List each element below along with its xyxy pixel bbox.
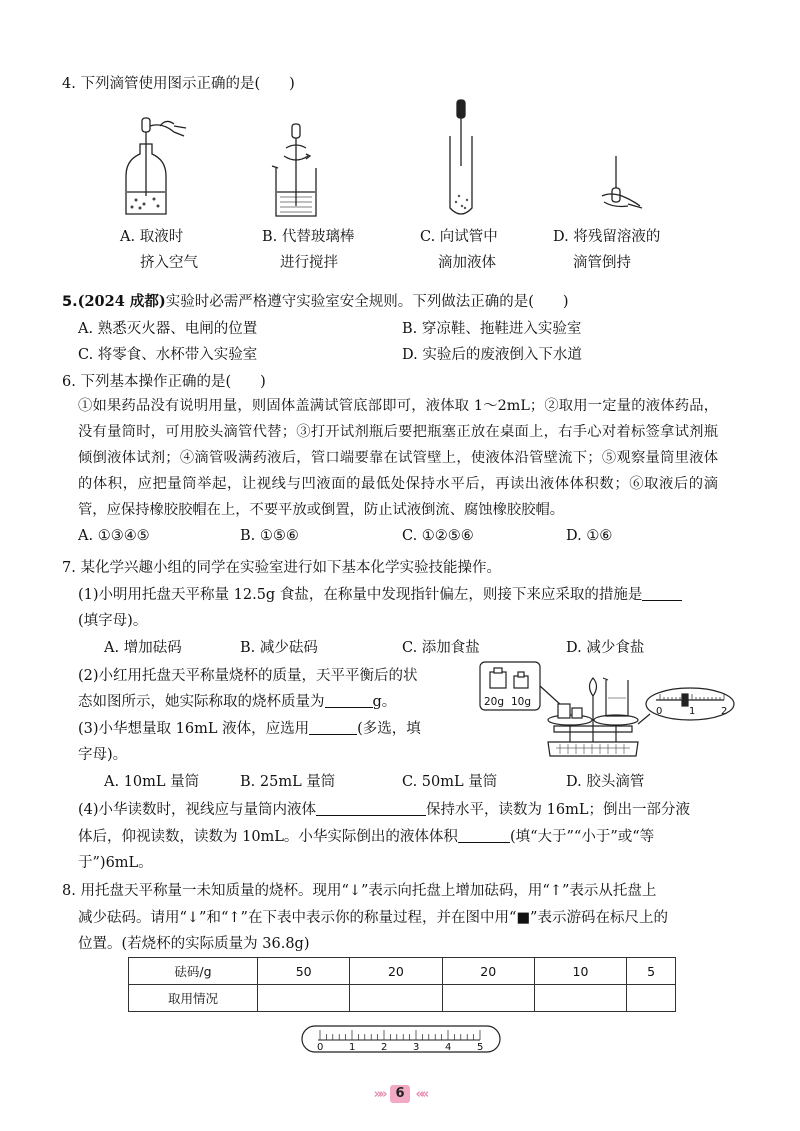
- q7-part4-line3: 于”)6mL。: [78, 855, 153, 871]
- ruler-label: 5: [477, 1042, 484, 1053]
- ruler-label: 2: [381, 1042, 388, 1053]
- q7-scale-label-0: 0: [656, 706, 663, 717]
- q7-part3-line1: (3)小华想量取 16mL 液体，应选用 (多选，填: [78, 721, 421, 737]
- ruler-label: 1: [349, 1042, 356, 1053]
- ruler-label: 4: [445, 1042, 452, 1053]
- q6-option-d: D. ①⑥: [566, 528, 613, 544]
- q8-line1: 8. 用托盘天平称量一未知质量的烧杯。现用“↓”表示向托盘上增加砝码，用“↑”表示从托盘上: [62, 883, 657, 899]
- q8-weight-cell-20b: 20: [442, 958, 534, 985]
- ruler-label: 0: [317, 1042, 324, 1053]
- q5-option-a: A. 熟悉灭火器、电闸的位置: [78, 321, 258, 337]
- q7-part1-option-b: B. 减少砝码: [240, 640, 318, 656]
- q4-figure-c: [450, 100, 472, 214]
- q7-part1-option-c: C. 添加食盐: [402, 640, 480, 656]
- q8-usage-cell[interactable]: [258, 985, 350, 1012]
- q7-part1-option-d: D. 减少食盐: [566, 640, 645, 656]
- q7-part3-line2: 字母)。: [78, 747, 128, 763]
- q7-part1-line1: (1)小明用托盘天平称量 12.5g 食盐，在称量中发现指针偏左，则接下来应采取的措施是: [78, 583, 682, 604]
- q6-option-c: C. ①②⑤⑥: [402, 528, 474, 544]
- q5-stem: 5.(2024 成都)实验时必需严格遵守实验室安全规则。下列做法正确的是( ): [62, 293, 569, 310]
- q8-usage-cell[interactable]: [350, 985, 442, 1012]
- q7-part2-line1: (2)小红用托盘天平称量烧杯的质量，天平平衡后的状: [78, 668, 418, 684]
- q7-scale-label-1: 1: [689, 706, 696, 717]
- q7-balance-figure: [478, 656, 740, 764]
- ruler-label: 3: [413, 1042, 420, 1053]
- q8-weight-cell-20a: 20: [350, 958, 442, 985]
- q7-part3-option-b: B. 25mL 量筒: [240, 774, 336, 790]
- q4-option-d: D. 将残留溶液的 滴管倒持: [553, 229, 661, 271]
- q4-figure-d: [602, 156, 642, 208]
- q5-option-d: D. 实验后的废液倒入下水道: [402, 347, 582, 363]
- q8-weight-cell-5: 5: [627, 958, 676, 985]
- q7-part3-option-c: C. 50mL 量筒: [402, 774, 498, 790]
- page-number: [362, 1083, 438, 1105]
- q4-figure-a: [126, 118, 186, 214]
- q8-row2-header: 取用情况: [129, 985, 258, 1012]
- q5-option-c: C. 将零食、水杯带入实验室: [78, 347, 258, 363]
- q8-ruler[interactable]: [300, 1024, 502, 1056]
- q7-stem: 7. 某化学兴趣小组的同学在实验室进行如下基本化学实验技能操作。: [62, 560, 501, 576]
- q7-part3-option-a: A. 10mL 量筒: [104, 774, 200, 790]
- q6-option-b: B. ①⑤⑥: [240, 528, 299, 544]
- q4-figure-b: [272, 124, 316, 216]
- q7-part4-answer-blank-2[interactable]: [458, 828, 510, 843]
- q7-part2-answer-blank[interactable]: [325, 693, 373, 708]
- q8-weight-cell-50: 50: [258, 958, 350, 985]
- q4-option-c: C. 向试管中 滴加液体: [420, 229, 498, 271]
- q7-scale-label-2: 2: [721, 706, 728, 717]
- q8-line3: 位置。(若烧杯的实际质量为 36.8g): [78, 936, 310, 952]
- q8-usage-cell[interactable]: [534, 985, 626, 1012]
- q7-part1-line2: (填字母)。: [78, 613, 148, 629]
- q4-option-b: B. 代替玻璃棒 进行搅拌: [262, 229, 355, 271]
- q7-weight-10g-label: 10g: [511, 696, 532, 708]
- q7-part4-line2: 体后，仰视读数，读数为 10mL。小华实际倒出的液体体积 (填“大于”“小于”或“等: [78, 829, 655, 845]
- q7-part4-answer-blank-1[interactable]: [316, 801, 426, 816]
- q8-weights-table: [128, 957, 676, 1012]
- q7-part2-line2: 态如图所示，她实际称取的烧杯质量为 g。: [78, 694, 397, 710]
- q8-row1-header: 砝码/g: [129, 958, 258, 985]
- q6-stem: 6. 下列基本操作正确的是( ): [62, 374, 266, 390]
- q5-option-b: B. 穿凉鞋、拖鞋进入实验室: [402, 321, 582, 337]
- q7-weight-20g-label: 20g: [484, 696, 505, 708]
- table-row: [129, 958, 676, 985]
- q7-part3-option-d: D. 胶头滴管: [566, 774, 645, 790]
- q8-usage-cell[interactable]: [442, 985, 534, 1012]
- q7-part1-option-a: A. 增加砝码: [104, 640, 182, 656]
- q6-body: ①如果药品没有说明用量，则固体盖满试管底部即可，液体取 1～2mL；②取用一定量的液体药品，没有量筒时，可用胶头滴管代替；③打开试剂瓶后要把瓶塞正放在桌面上，右手心对着标签拿试剂瓶倾倒液体试剂；④滴管吸满药液后，管口端要靠在试管壁上，使液体沿管壁流下；⑤观察量筒里液体的体积，应把量筒举起，让视线与凹液面的最低处保持水平后，再读出液体体积数；⑥取液后的滴管，应保持橡胶胶帽在上，不要平放或倒置，防止试液倒流、腐蚀橡胶胶帽。: [78, 398, 718, 518]
- q8-usage-cell[interactable]: [627, 985, 676, 1012]
- q6-option-a: A. ①③④⑤: [78, 528, 150, 544]
- right-chevron-icon: ««: [415, 1086, 427, 1102]
- q4-stem: 4. 下列滴管使用图示正确的是( ): [62, 76, 295, 92]
- q8-line2: 减少砝码。请用“↓”和“↑”在下表中表示你的称量过程，并在图中用“■”表示游码在标尺上的: [78, 910, 668, 926]
- q7-part1-answer-blank[interactable]: [642, 586, 682, 601]
- q4-figures: [100, 96, 700, 226]
- page-number-label: 6: [390, 1085, 409, 1103]
- table-row: [129, 985, 676, 1012]
- q7-part3-answer-blank[interactable]: [309, 720, 357, 735]
- left-chevron-icon: »»: [373, 1086, 385, 1102]
- q4-option-a: A. 取液时 挤入空气: [120, 229, 198, 271]
- q7-part4-line1: (4)小华读数时，视线应与量筒内液体 保持水平，读数为 16mL；倒出一部分液: [78, 802, 690, 818]
- q8-weight-cell-10: 10: [534, 958, 626, 985]
